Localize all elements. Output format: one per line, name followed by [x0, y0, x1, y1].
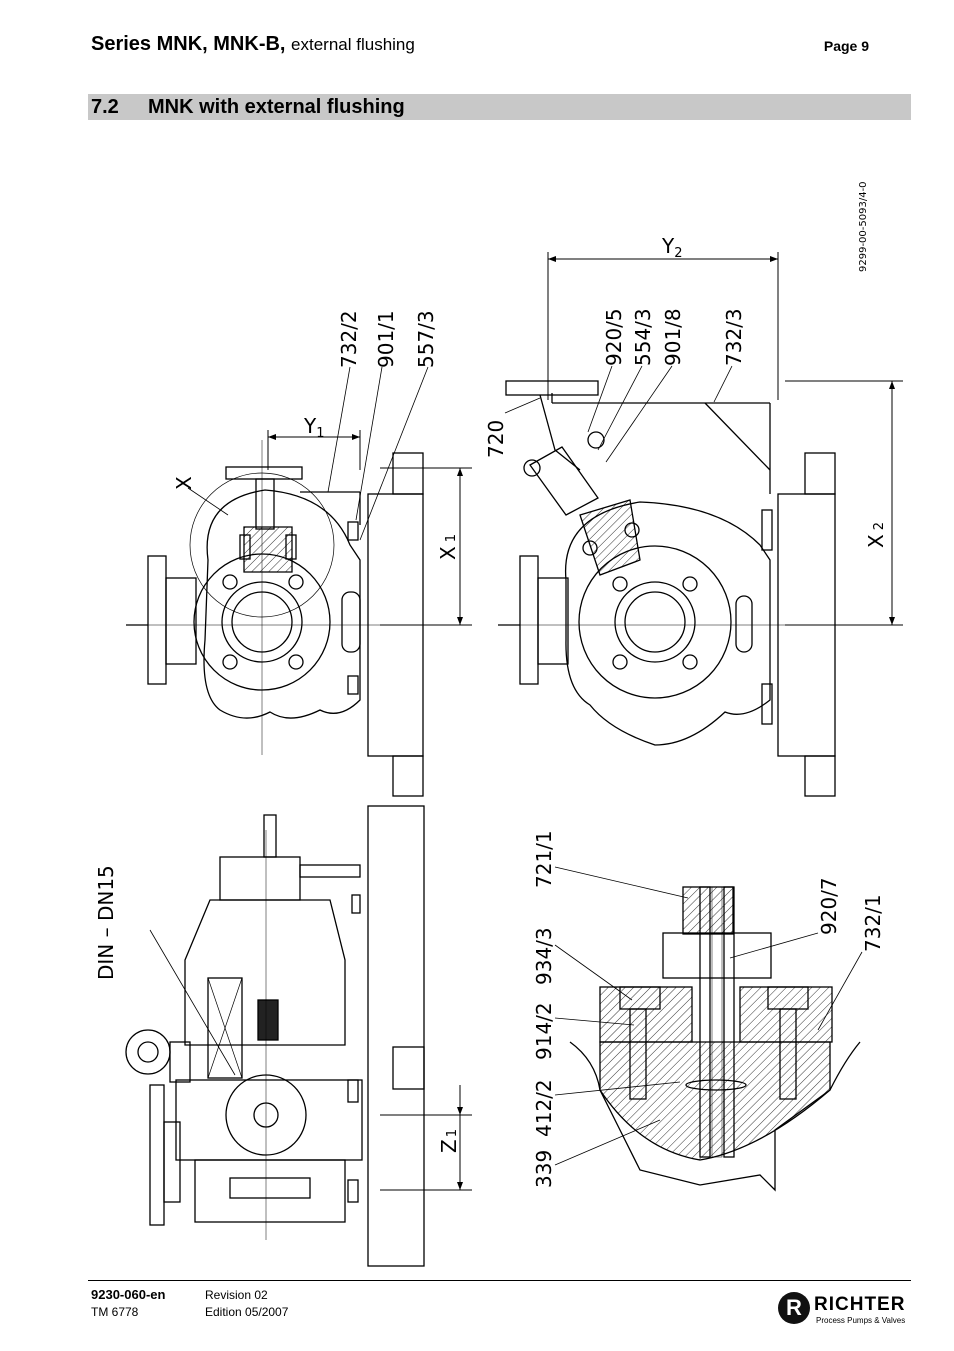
logo-mark-icon: R — [778, 1292, 810, 1324]
top-left-pump-view — [126, 453, 423, 796]
dimension-Y1: $Y_1$ — [304, 414, 325, 441]
series-subtitle: external flushing — [291, 35, 415, 54]
tm-number: TM 6778 — [91, 1305, 139, 1319]
section-title: MNK with external flushing — [148, 96, 405, 118]
top-right-pump-view — [498, 381, 835, 796]
part-label-732-2: 732/2 — [337, 310, 361, 368]
logo-name: RICHTER — [814, 1294, 906, 1315]
richter-logo — [778, 1292, 913, 1330]
connection-label-din: DIN – DN15 — [94, 865, 118, 980]
series-name: Series MNK, MNK-B, — [91, 33, 286, 55]
part-label-934-3: 934/3 — [532, 927, 556, 985]
part-label-920-7: 920/7 — [817, 877, 841, 935]
part-label-554-3: 554/3 — [631, 308, 655, 366]
bottom-left-side-view — [126, 806, 424, 1266]
part-label-901-1: 901/1 — [374, 310, 398, 368]
section-number: 7.2 — [91, 96, 119, 118]
document-code: 9230-060-en — [91, 1287, 166, 1302]
edition: Edition 05/2007 — [205, 1305, 289, 1319]
detail-marker-X: X — [172, 476, 196, 490]
dimension-Y2: $Y_2$ — [662, 234, 683, 261]
logo-tagline: Process Pumps & Valves — [816, 1316, 906, 1325]
part-label-721-1: 721/1 — [532, 830, 556, 888]
top-right-dimensions — [500, 252, 903, 625]
dimension-Z1: Z1 — [437, 1129, 461, 1153]
drawing-number: 9299-00-5093/4-0 — [858, 181, 869, 272]
footer-rule — [88, 1280, 911, 1281]
dimension-X2: X2 — [864, 522, 888, 548]
part-label-339: 339 — [532, 1149, 556, 1188]
part-label-412-2: 412/2 — [532, 1079, 556, 1137]
page-number: Page 9 — [823, 38, 869, 54]
part-label-732-3: 732/3 — [722, 308, 746, 366]
part-label-720: 720 — [484, 419, 508, 458]
part-label-914-2: 914/2 — [532, 1002, 556, 1060]
part-label-901-8: 901/8 — [661, 308, 685, 366]
revision: Revision 02 — [205, 1288, 268, 1302]
dimension-X1: X1 — [436, 534, 460, 560]
top-left-leaders — [188, 367, 428, 540]
part-label-732-1: 732/1 — [861, 894, 885, 952]
part-label-920-5: 920/5 — [602, 308, 626, 366]
part-label-557-3: 557/3 — [414, 310, 438, 368]
